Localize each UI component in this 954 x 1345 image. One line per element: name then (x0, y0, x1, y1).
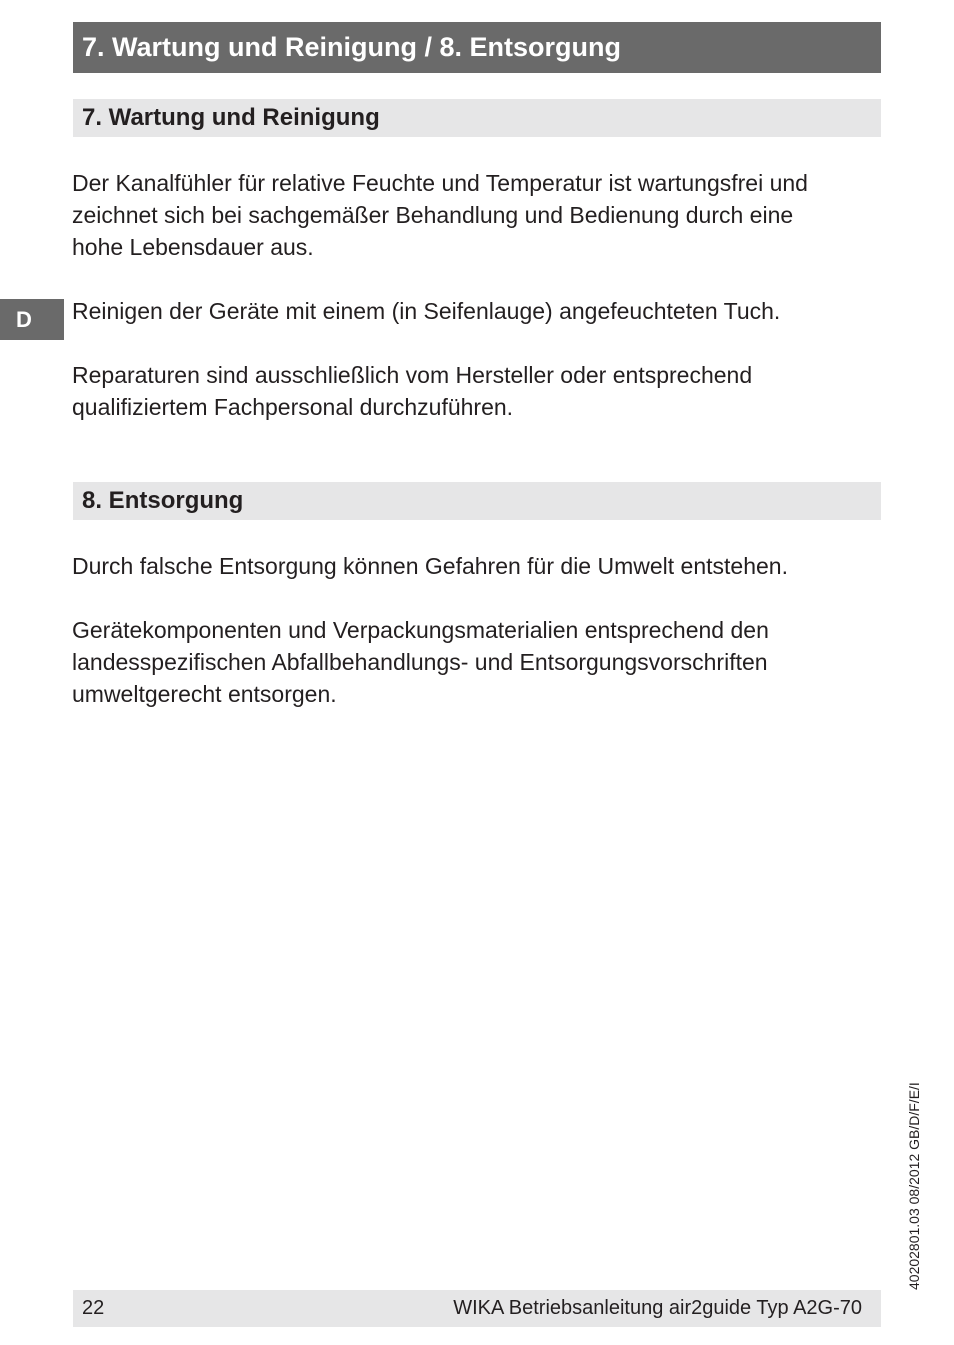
paragraph-maintenance-free: Der Kanalfühler für relative Feuchte und Temperatur ist wartungsfrei und zeichnet sich bei sachgemäßer Behandlung und Bedienung durch eine hohe Lebensdauer aus. (72, 170, 808, 260)
document-code: 40202801.03 08/2012 GB/D/F/E/I (906, 1082, 922, 1290)
page-number: 22 (82, 1297, 105, 1319)
paragraph-disposal-hazard: Durch falsche Entsorgung können Gefahren für die Umwelt entstehen. (72, 553, 788, 579)
page-footer (73, 1290, 881, 1327)
section-heading-maintenance: 7. Wartung und Reinigung (73, 99, 881, 137)
page-title: 7. Wartung und Reinigung / 8. Entsorgung (73, 22, 881, 73)
paragraph-disposal-instructions: Gerätekomponenten und Verpackungsmaterialien entsprechend den landesspezifischen Abfallbehandlungs- und Entsorgungsvorschriften umweltgerecht entsorgen. (72, 617, 769, 707)
section-heading-disposal: 8. Entsorgung (73, 482, 881, 520)
footer-title: WIKA Betriebsanleitung air2guide Typ A2G-70 (453, 1297, 862, 1319)
paragraph-repairs: Reparaturen sind ausschließlich vom Hersteller oder entsprechend qualifiziertem Fachpersonal durchzuführen. (72, 362, 753, 420)
paragraph-cleaning: Reinigen der Geräte mit einem (in Seifenlauge) angefeuchteten Tuch. (72, 298, 781, 324)
language-tab: D (0, 299, 64, 340)
